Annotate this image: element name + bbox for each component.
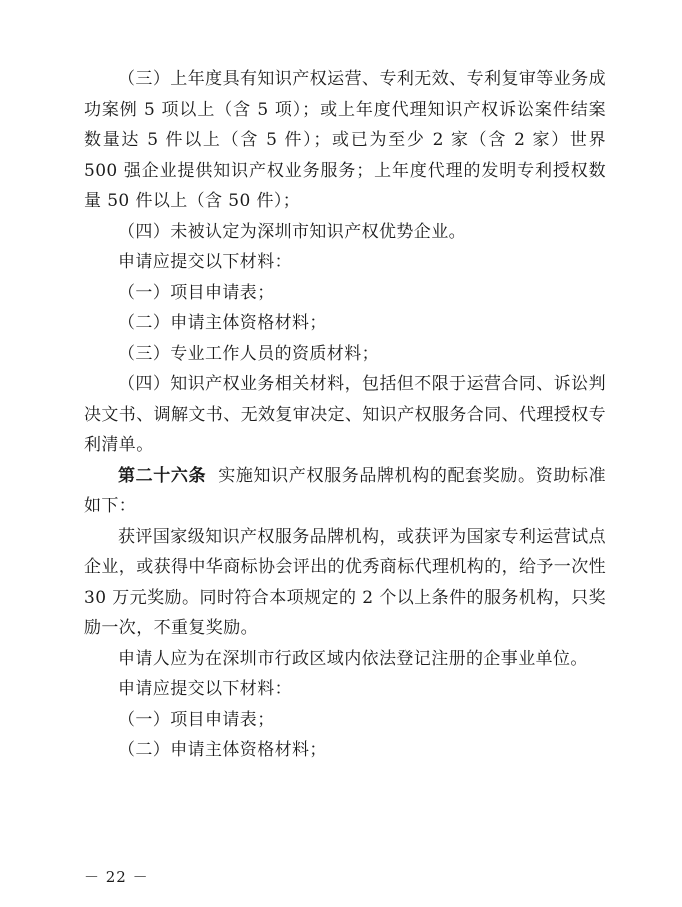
- paragraph-applicant-requirement: 申请人应为在深圳市行政区域内依法登记注册的企事业单位。: [118, 648, 588, 669]
- article-label: 第二十六条: [118, 465, 207, 486]
- article-26: [84, 461, 606, 522]
- paragraph-material-2b: （二）申请主体资格材料；: [118, 740, 327, 760]
- paragraph-condition-3: （三）上年度具有知识产权运营、专利无效、专利复审等业务成功案例 5 项以上（含 5 项）；或上年度代理知识产权诉讼案件结案数量达 5 件以上（含 5 件）；或已为至少 2 家（含 2 家）世界 500 强企业提供知识产权业务服务；上年度代理的发明专利授权数量 50 件以上（含 50 件）；: [84, 69, 612, 211]
- paragraph-materials-intro-2: 申请应提交以下材料：: [118, 679, 292, 699]
- paragraph-award-criteria: 获评国家级知识产权服务品牌机构，或获评为国家专利运营试点企业，或获得中华商标协会评出的优秀商标代理机构的，给予一次性 30 万元奖励。同时符合本项规定的 2 个以上条件的服务机构，只奖励一次，不重复奖励。: [84, 526, 612, 638]
- paragraph-condition-4: （四）未被认定为深圳市知识产权优势企业。: [118, 221, 466, 242]
- page-number: － 22 －: [84, 868, 149, 886]
- paragraph-materials-intro: 申请应提交以下材料：: [118, 252, 292, 272]
- paragraph-material-1: （一）项目申请表；: [118, 282, 275, 303]
- article-text: 实施知识产权服务品牌机构的配套奖励。资助标准如下：: [84, 465, 606, 516]
- document-page: [84, 64, 612, 766]
- paragraph-material-3: （三）专业工作人员的资质材料；: [118, 343, 379, 364]
- paragraph-material-4: （四）知识产权业务相关材料，包括但不限于运营合同、诉讼判决文书、调解文书、无效复审决定、知识产权服务合同、代理授权专利清单。: [84, 374, 606, 455]
- paragraph-material-2: （二）申请主体资格材料；: [118, 313, 327, 333]
- paragraph-material-1b: （一）项目申请表；: [118, 709, 275, 730]
